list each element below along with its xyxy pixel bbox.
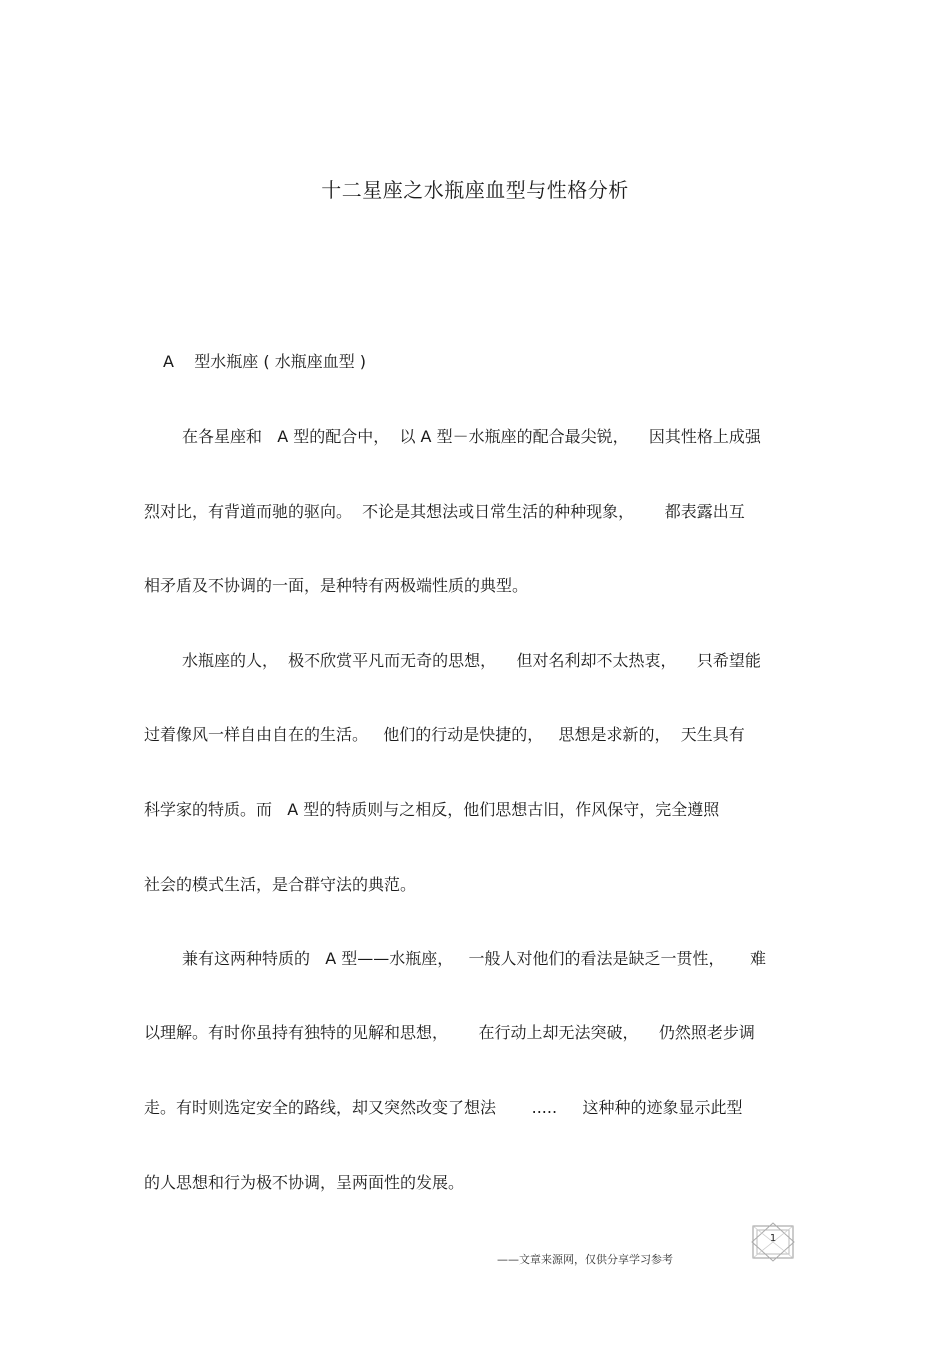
footer-note: ——文章来源网，仅供分享学习参考: [497, 1253, 673, 1266]
section-heading: A 型水瓶座 ( 水瓶座血型 ): [163, 352, 367, 371]
paragraph-line: 在各星座和 A 型的配合中， 以 A 型－水瓶座的配合最尖锐， 因其性格上成强: [182, 427, 761, 446]
page-badge: [750, 1222, 796, 1262]
paragraph-line: 过着像风一样自由自在的生活。 他们的行动是快捷的， 思想是求新的， 天生具有: [144, 725, 745, 744]
page-number: 1: [769, 1233, 777, 1244]
paragraph-line: 兼有这两种特质的 A 型——水瓶座， 一般人对他们的看法是缺乏一贯性， 难: [182, 949, 766, 968]
paragraph-line: 的人思想和行为极不协调，呈两面性的发展。: [144, 1173, 465, 1192]
paragraph-line: 科学家的特质。而 A 型的特质则与之相反，他们思想古旧，作风保守，完全遵照: [144, 800, 720, 819]
paragraph-line: 水瓶座的人， 极不欣赏平凡而无奇的思想， 但对名利却不太热衷， 只希望能: [182, 651, 761, 670]
paragraph-line: 走。有时则选定安全的路线，却又突然改变了想法 ..... 这种种的迹象显示此型: [144, 1098, 743, 1117]
paragraph-line: 相矛盾及不协调的一面，是种特有两极端性质的典型。: [144, 576, 529, 595]
paragraph-line: 社会的模式生活，是合群守法的典范。: [144, 875, 417, 894]
page-title: 十二星座之水瓶座血型与性格分析: [321, 178, 629, 202]
paragraph-line: 以理解。有时你虽持有独特的见解和思想， 在行动上却无法突破， 仍然照老步调: [144, 1023, 755, 1042]
paragraph-line: 烈对比，有背道而驰的驱向。 不论是其想法或日常生活的种种现象， 都表露出互: [144, 502, 745, 521]
